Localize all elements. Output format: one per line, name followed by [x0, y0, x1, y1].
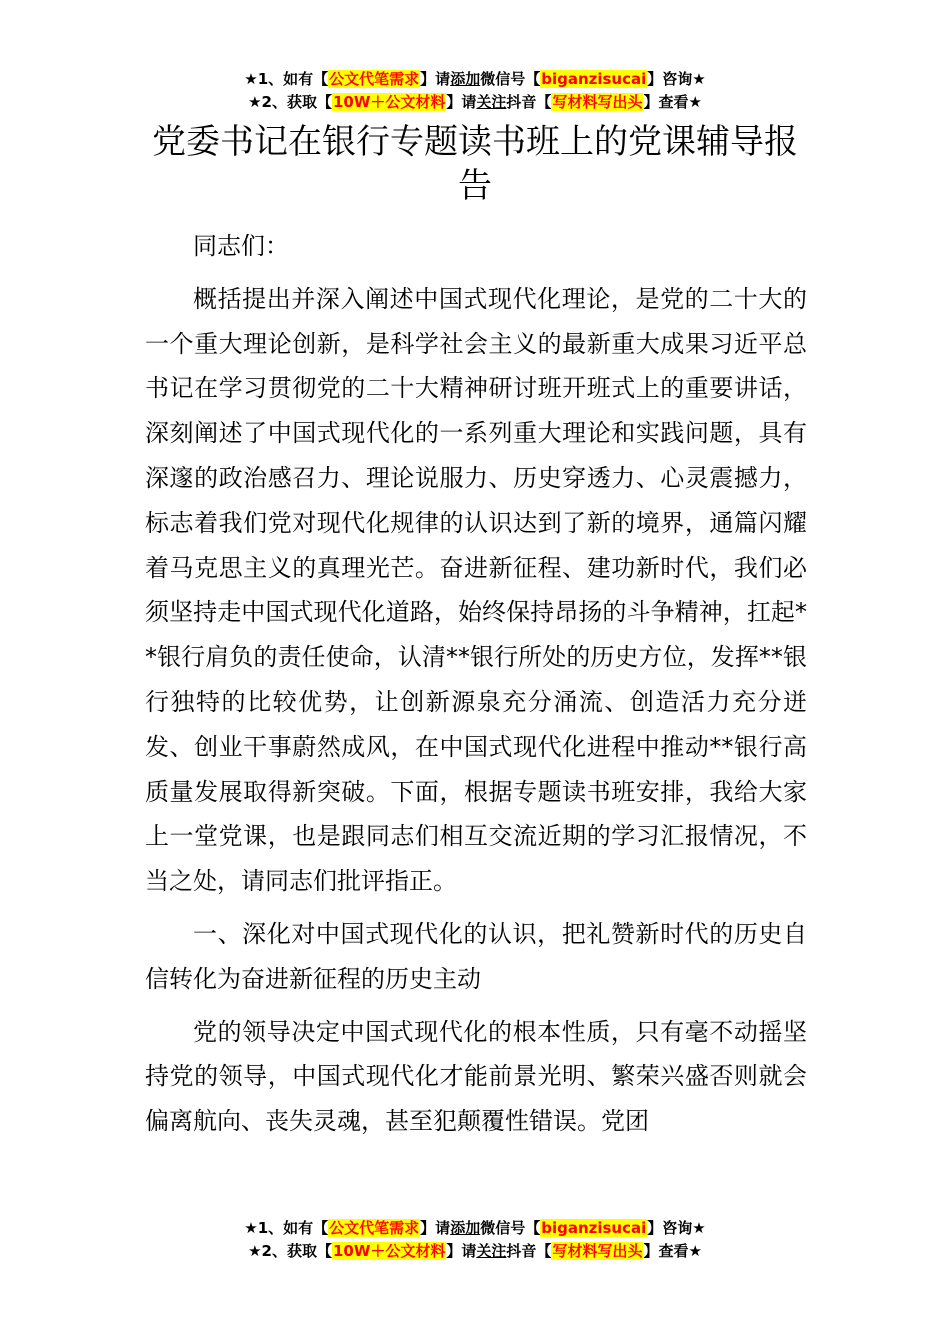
- promo-suffix: 】咨询★: [647, 1219, 706, 1237]
- promo-banner-bottom: [0, 1217, 950, 1263]
- promo-text: 抖音【: [506, 93, 552, 111]
- document-body: [145, 224, 807, 1152]
- promo-line-2: [0, 91, 950, 114]
- promo-prefix: ★2、获取【: [248, 93, 332, 111]
- body-paragraph: 概括提出并深入阐述中国式现代化理论，是党的二十大的一个重大理论创新，是科学社会主义的最新重大成果习近平总书记在学习贯彻党的二十大精神研讨班开班式上的重要讲话，深刻阐述了中国式现代化的一系列重大理论和实践问题，具有深邃的政治感召力、理论说服力、历史穿透力、心灵震撼力，标志着我们党对现代化规律的认识达到了新的境界，通篇闪耀着马克思主义的真理光芒。奋进新征程、建功新时代，我们必须坚持走中国式现代化道路，始终保持昂扬的斗争精神，扛起**银行肩负的责任使命，认清**银行所处的历史方位，发挥**银行独特的比较优势，让创新源泉充分涌流、创造活力充分迸发、创业干事蔚然成风，在中国式现代化进程中推动**银行高质量发展取得新突破。下面，根据专题读书班安排，我给大家上一堂党课，也是跟同志们相互交流近期的学习汇报情况，不当之处，请同志们批评指正。: [145, 284, 807, 896]
- promo-text: 】请: [446, 93, 477, 111]
- promo-emphasis: 添加: [450, 1219, 481, 1237]
- promo-douyin-name: 写材料写出头: [552, 1242, 643, 1260]
- promo-highlight: 10W＋公文材料: [332, 93, 446, 111]
- promo-text: 】请: [420, 1219, 451, 1237]
- promo-text: 抖音【: [506, 1242, 552, 1260]
- section-heading: 一、深化对中国式现代化的认识，把礼赞新时代的历史自信转化为奋进新征程的历史主动: [145, 919, 807, 993]
- promo-prefix: ★1、如有【: [244, 1219, 329, 1237]
- promo-suffix: 】查看★: [643, 1242, 702, 1260]
- promo-suffix: 】咨询★: [647, 70, 706, 88]
- promo-banner-top: [0, 68, 950, 114]
- promo-text: 微信号【: [480, 70, 541, 88]
- promo-prefix: ★1、如有【: [244, 70, 329, 88]
- promo-text: 】请: [420, 70, 451, 88]
- promo-highlight: 10W＋公文材料: [332, 1242, 446, 1260]
- body-paragraph: 党的领导决定中国式现代化的根本性质，只有毫不动摇坚持党的领导，中国式现代化才能前景光明、繁荣兴盛否则就会偏离航向、丧失灵魂，甚至犯颠覆性错误。党团: [145, 1017, 807, 1136]
- document-title: 党委书记在银行专题读书班上的党课辅导报告: [152, 122, 798, 206]
- promo-emphasis: 添加: [450, 70, 481, 88]
- promo-douyin-name: 写材料写出头: [552, 93, 643, 111]
- salutation: 同志们：: [193, 232, 289, 260]
- promo-text: 微信号【: [480, 1219, 541, 1237]
- promo-highlight: 公文代笔需求: [329, 1219, 420, 1237]
- promo-wechat-id: biganzisucai: [541, 1219, 647, 1237]
- promo-highlight: 公文代笔需求: [329, 70, 420, 88]
- promo-text: 】请: [446, 1242, 477, 1260]
- promo-line-1: [0, 1217, 950, 1240]
- promo-wechat-id: biganzisucai: [541, 70, 647, 88]
- promo-emphasis: 关注: [476, 1242, 507, 1260]
- promo-suffix: 】查看★: [643, 93, 702, 111]
- promo-line-1: [0, 68, 950, 91]
- promo-emphasis: 关注: [476, 93, 507, 111]
- promo-prefix: ★2、获取【: [248, 1242, 332, 1260]
- promo-line-2: [0, 1240, 950, 1263]
